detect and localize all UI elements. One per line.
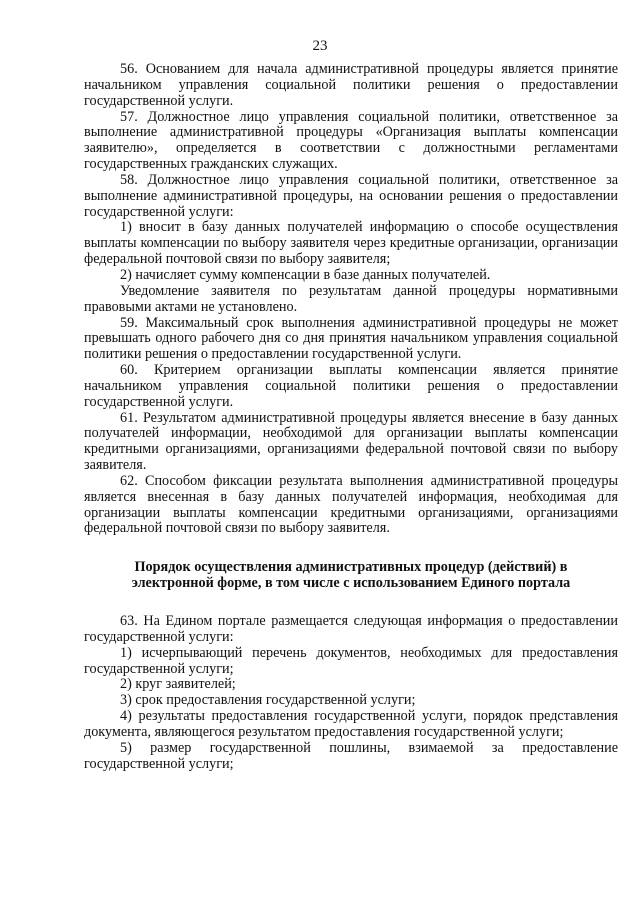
paragraph-58: 58. Должностное лицо управления социальной политики, ответственное за выполнение административной процедуры, на основании решения о предоставлении государственной услуги: [84, 171, 618, 220]
document-body [84, 62, 618, 772]
paragraph-56: 56. Основанием для начала административной процедуры является принятие начальником управления социальной политики решения о предоставлении государственной услуги. [84, 61, 618, 109]
paragraph-60: 60. Критерием организации выплаты компенсации является принятие начальником управления социальной политики решения о предоставлении государственной услуги. [84, 362, 618, 410]
paragraph-63: 63. На Едином портале размещается следующая информация о предоставлении государственной услуги: [84, 613, 618, 645]
paragraph-63-item-1: 1) исчерпывающий перечень документов, необходимых для предоставления государственной услуги; [84, 644, 618, 677]
paragraph-58-item-2: 2) начисляет сумму компенсации в базе данных получателей. [120, 266, 491, 283]
paragraph-57: 57. Должностное лицо управления социальной политики, ответственное за выполнение административной процедуры «Организация выплаты компенсации заявителю», определяется в соответствии с должностными регламентами государственных гражданских служащих. [84, 108, 618, 173]
paragraph-63-item-5: 5) размер государственной пошлины, взимаемой за предоставление государственной услуги; [84, 739, 618, 772]
paragraph-63-item-2: 2) круг заявителей; [120, 676, 236, 693]
paragraph-59: 59. Максимальный срок выполнения административной процедуры не может превышать одного рабочего дня со дня принятия начальником управления социальной политики решения о предоставлении государственной услуги. [84, 314, 618, 363]
paragraph-61: 61. Результатом административной процедуры является внесение в базу данных получателей информации, необходимой для организации выплаты компенсации кредитными организациями, организациями федеральной почтовой связи по выбору заявителя. [84, 409, 618, 474]
section-heading: Порядок осуществления административных процедур (действий) в электронной форме, в том числе с использованием Единого портала [131, 559, 571, 592]
paragraph-58-item-1: 1) вносит в базу данных получателей информацию о способе осуществления выплаты компенсации по выбору заявителя через кредитные организации, организации федеральной почтовой связи по выбору заявителя; [84, 219, 618, 268]
paragraph-62: 62. Способом фиксации результата выполнения административной процедуры является внесенная в базу данных получателей информация, необходимая для организации выплаты компенсации кредитными организациями, организациями федеральной почтовой связи по выбору заявителя. [84, 472, 618, 537]
page-number: 23 [312, 38, 328, 54]
paragraph-63-item-4: 4) результаты предоставления государственной услуги, порядок представления документа, являющегося результатом предоставления государственной услуги; [84, 708, 618, 740]
paragraph-63-item-3: 3) срок предоставления государственной услуги; [120, 692, 416, 709]
paragraph-notification: Уведомление заявителя по результатам данной процедуры нормативными правовыми актами не установлено. [84, 282, 618, 315]
